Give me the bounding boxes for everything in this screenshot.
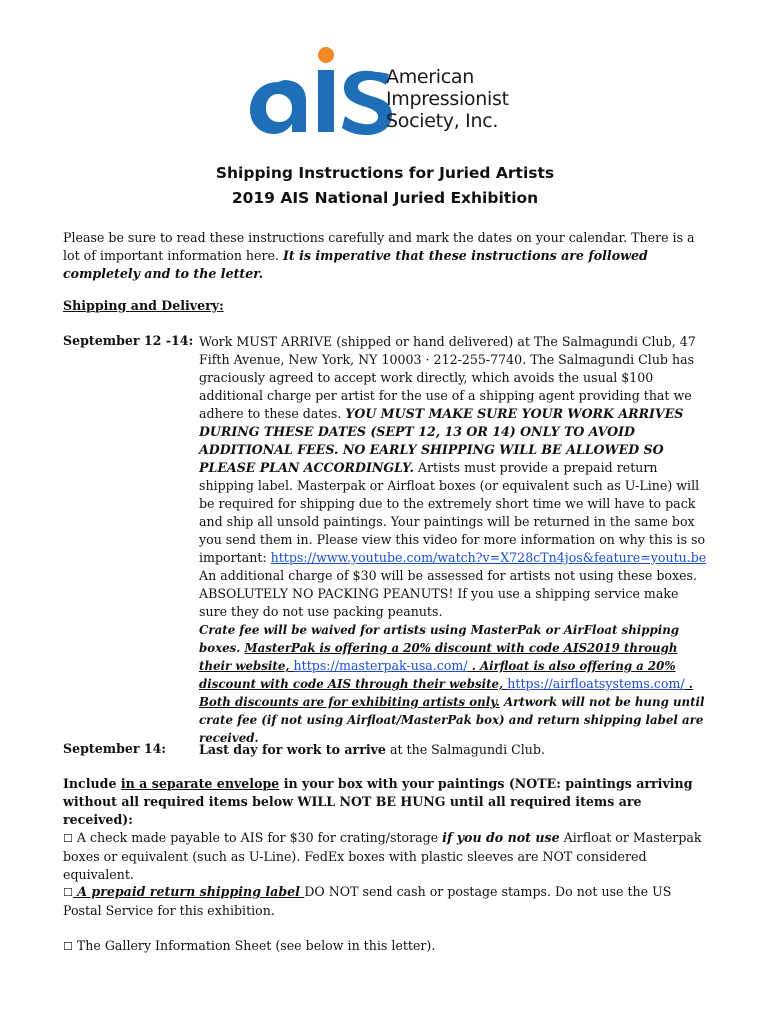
airfloat-link[interactable]: https://airfloatsystems.com/ bbox=[507, 676, 685, 691]
check-1-text-a: A check made payable to AIS for $30 for crating/storage bbox=[72, 830, 443, 845]
sept-12-text-3: An additional charge of $30 will be assessed for artists not using these boxes. ABSOLUTELY NO PACKING PEANUTS! If you use a shipping service make sure they do not use packing peanuts. bbox=[199, 568, 698, 619]
sept-12-text-1: Work MUST ARRIVE (shipped or hand delivered) at The Salmagundi Club, 47 Fifth Avenue, New York, NY 10003 · 212-255-7740. The Salmagundi Club has graciously agreed to accept work directly, which avoids the usual $100 additional charge per artist for the use of a shipping agent providing that we adhere to these dates. bbox=[199, 334, 696, 421]
crate-text-1: Crate fee will be waived for artists using MasterPak or AirFloat shipping boxes. bbox=[199, 623, 680, 655]
checkbox-icon: ☐ bbox=[63, 886, 73, 899]
sept-12-text-2: Artists must provide a prepaid return shipping label. Masterpak or Airfloat boxes (or equivalent such as U-Line) will be required for shipping due to the extremely short time we will have to pack and ship all unsold paintings. Your paintings will be returned in the same box you send them in. Please view this video for more information on why this is so important: bbox=[199, 460, 706, 565]
shipping-heading: Shipping and Delivery: bbox=[63, 298, 224, 313]
logo-orange-dot bbox=[318, 47, 334, 63]
intro-emphasis: It is imperative that these instructions are followed completely and to the letter. bbox=[63, 248, 648, 281]
check-1-text-c: Airfloat or Masterpak boxes or equivalent (such as U-Line). FedEx boxes with plastic sleeves are NOT considered equivalent. bbox=[63, 830, 702, 882]
video-link[interactable]: https://www.youtube.com/watch?v=X728cTn4jos&feature=youtu.be bbox=[270, 550, 707, 565]
crate-text-3: . Airfloat is also offering a 20% discount with code AIS through their website, bbox=[199, 659, 676, 691]
checkbox-icon: ☐ bbox=[63, 940, 73, 953]
checkbox-icon: ☐ bbox=[63, 832, 73, 845]
crate-text-2: MasterPak is offering a 20% discount with code AIS2019 through their website, bbox=[199, 641, 678, 673]
crate-text-5: Artwork will not be hung until crate fee (if not using Airfloat/MasterPak box) and return shipping label are received. bbox=[199, 695, 705, 745]
checklist-item-check bbox=[63, 829, 713, 884]
crate-fee-note bbox=[199, 621, 709, 747]
check-3-text-a: The Gallery Information Sheet (see below in this letter). bbox=[72, 938, 436, 953]
check-2-text-a: A prepaid return shipping label bbox=[72, 884, 305, 899]
logo-letter-i bbox=[318, 70, 334, 132]
sept-12-label: September 12 -14: bbox=[63, 333, 194, 348]
masterpak-link[interactable]: https://masterpak-usa.com/ bbox=[293, 658, 468, 673]
include-text-c: in your box with your paintings (NOTE: paintings arriving without all required items below WILL NOT BE HUNG until all required items are received): bbox=[63, 776, 693, 827]
logo-line-1: American bbox=[386, 66, 475, 88]
document-subtitle: 2019 AIS National Juried Exhibition bbox=[231, 189, 539, 207]
logo-letter-a bbox=[250, 80, 306, 134]
include-instructions bbox=[63, 775, 713, 829]
intro-paragraph bbox=[63, 229, 713, 283]
logo-letter-s bbox=[342, 71, 392, 135]
intro-text: Please be sure to read these instructions carefully and mark the dates on your calendar. There is a lot of important information here. bbox=[63, 230, 695, 263]
sept-14-rest: at the Salmagundi Club. bbox=[385, 742, 545, 757]
sept-14-details bbox=[199, 741, 709, 759]
include-text-a: Include bbox=[63, 776, 121, 791]
document-title: Shipping Instructions for Juried Artists bbox=[215, 164, 555, 182]
logo-org-name bbox=[386, 66, 509, 132]
check-2-text-b: DO NOT send cash or postage stamps. Do not use the US Postal Service for this exhibition. bbox=[63, 884, 672, 918]
check-1-text-b: if you do not use bbox=[442, 830, 560, 845]
crate-text-4: . Both discounts are for exhibiting artists only. bbox=[199, 677, 693, 709]
include-text-b: in a separate envelope bbox=[120, 776, 280, 791]
checklist-item-label bbox=[63, 883, 713, 920]
logo-line-2: Impressionist bbox=[386, 88, 509, 110]
sept-12-details bbox=[199, 333, 709, 747]
checklist-item-gallery-sheet bbox=[63, 937, 713, 956]
sept-12-emphasis: YOU MUST MAKE SURE YOUR WORK ARRIVES DURING THESE DATES (SEPT 12, 13 OR 14) ONLY TO AVOID ADDITIONAL FEES. NO EARLY SHIPPING WILL BE ALLOWED SO PLEASE PLAN ACCORDINGLY. bbox=[199, 406, 684, 475]
sept-14-label: September 14: bbox=[63, 741, 167, 756]
logo-line-3: Society, Inc. bbox=[386, 110, 499, 132]
sept-14-bold: Last day for work to arrive bbox=[199, 742, 386, 757]
